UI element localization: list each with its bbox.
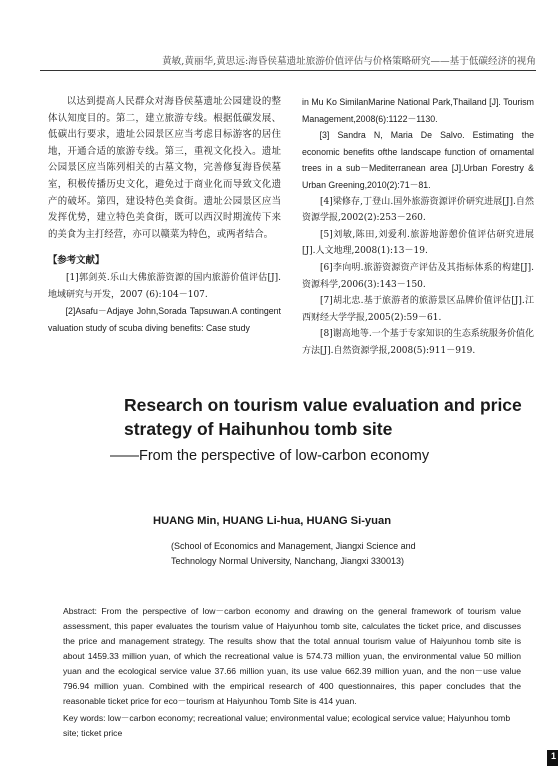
reference-5: [5]刘敏,陈田,刘爱利.旅游地游憩价值评估研究进展[J].人文地理,2008(1):13－19. xyxy=(302,229,534,257)
english-affiliation: (School of Economics and Management, Jiangxi Science and Technology Normal University, Nanchang, Jiangxi 330013) xyxy=(171,541,416,566)
english-authors: HUANG Min, HUANG Li-hua, HUANG Si-yuan xyxy=(153,515,392,527)
english-title: Research on tourism value evaluation and price strategy of Haihunhou tomb site xyxy=(124,395,522,439)
page-number: 1 xyxy=(550,751,556,761)
reference-8: [8]谢高地等.一个基于专家知识的生态系统服务价值化方法[J].自然资源学报,2008(5):911－919. xyxy=(302,329,534,356)
reference-7: [7]胡北忠.基于旅游者的旅游景区品牌价值评估[J].江西财经大学学报,2005(2):59－61. xyxy=(302,296,534,323)
english-abstract: Abstract: From the perspective of low－carbon economy and drawing on the general framework of tourism value assessment, this paper evaluates the tourism value of Haiyunhou tomb site, calculates the ticket price, and discusses the price and management strategy. The results show that the total annual tourism value of Haiyunhou tomb site is about 1459.33 million yuan, of which the recreational value is 574.73 million yuan, the environmental value 50 million yuan and the ecological service value 37.66 million yuan, its use value 662.39 million yuan, and the non－use value 796.94 million yuan. Combined with the empirical research of 400 questionnaires, this paper concludes that the reasonable ticket price for eco－tourism at Haiyunhou Tomb Site is 414 yuan. xyxy=(63,606,521,706)
references-heading: 【参考文献】 xyxy=(48,255,105,267)
left-column xyxy=(48,94,281,336)
body-paragraph: 以达到提高人民群众对海昏侯墓遗址公园建设的整体认知度目的。第二，建立旅游专线。根据低碳发展、低碳出行要求，遗址公园景区应当考虑目标游客的居住地，开通合适的旅游专线。第三，重视文化投入。遗址公园景区应当陈列相关的古墓文物，完善修复海昏侯墓室，积极传播历史文化，避免过于商业化而导致文化遗产的破坏。第四，建设特色美食街。遗址公园景区应当发挥优势，建立特色美食街，既可以西汉时期流传下来的美食为主打经营，亦可以赣菜为特色，或两者结合。 xyxy=(48,96,281,240)
english-subtitle: ——From the perspective of low-carbon economy xyxy=(110,448,430,464)
reference-6: [6]李向明.旅游资源资产评估及其指标体系的构建[J].资源科学,2006(3):143－150. xyxy=(302,262,534,290)
reference-2-continued: in Mu Ko SimilanMarine National Park,Thailand [J]. Tourism Management,2008(6):1122－1130. xyxy=(302,97,534,124)
reference-4: [4]梁修存,丁登山.国外旅游资源评价研究进展[J].自然资源学报,2002(2):253－260. xyxy=(302,196,534,224)
reference-3: [3] Sandra N, Maria De Salvo. Estimating the economic benefits ofthe landscape function of ornamental trees in a sub－Mediterranean area [J].Urban Forestry & Urban Greening,2010(2):71－81. xyxy=(302,130,534,190)
reference-2: [2]Asafu－Adjaye John,Sorada Tapsuwan.A contingent valuation study of scuba diving benefits: Case study xyxy=(48,306,281,333)
running-header: 黄敏,黄丽华,黄思远:海昏侯墓遗址旅游价值评估与价格策略研究——基于低碳经济的视角 xyxy=(162,56,536,67)
header-rule xyxy=(40,70,536,71)
english-keywords: Key words: low－carbon economy; recreational value; environmental value; ecological service value; Haiyunhou tomb site; ticket price xyxy=(63,713,511,738)
reference-1: [1]郭剑英.乐山大佛旅游资源的国内旅游价值评估[J].地域研究与开发，2007 (6):104－107. xyxy=(48,272,281,300)
right-column xyxy=(302,94,534,360)
